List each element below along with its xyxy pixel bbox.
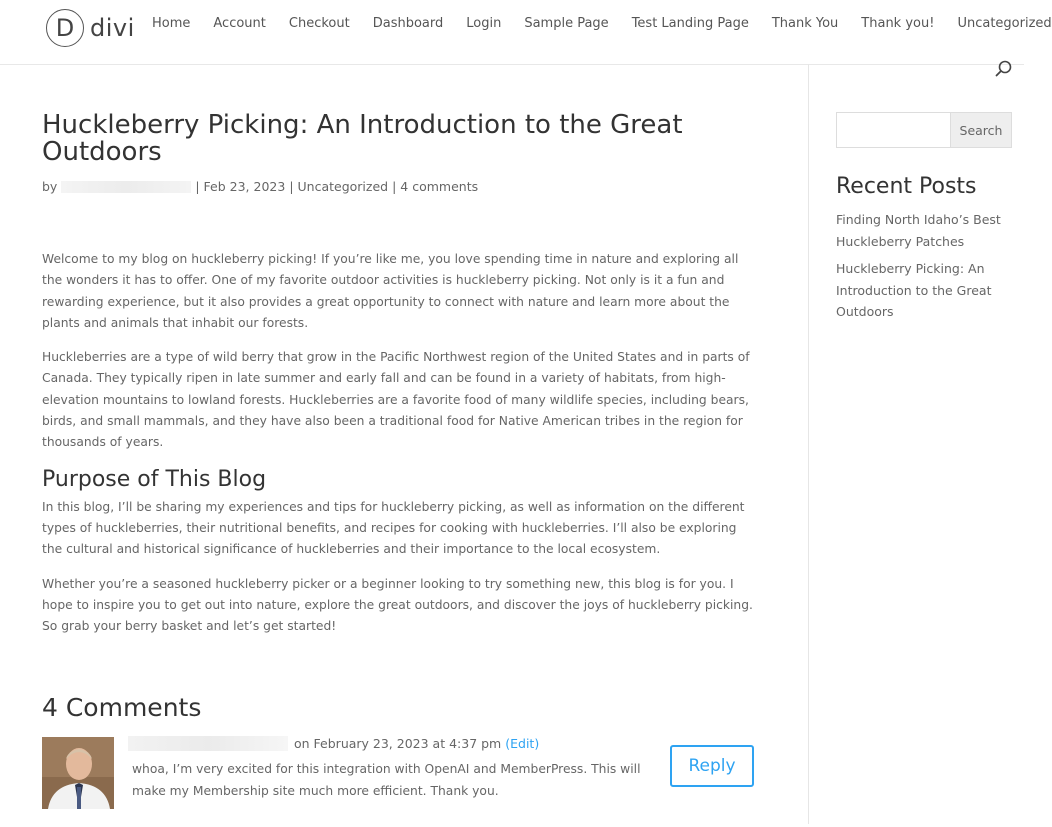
meta-by: by (42, 179, 58, 194)
recent-post-link[interactable]: Finding North Idaho’s Best Huckleberry Patches (836, 212, 1001, 249)
avatar (42, 737, 114, 809)
post-paragraph: Whether you’re a seasoned huckleberry picker or a beginner looking to try something new, this blog is for you. I hope to inspire you to get out into nature, explore the great outdoors, and discover the joys of huckleberry picking. So grab your berry basket and let’s get started! (42, 576, 753, 634)
recent-post-link[interactable]: Huckleberry Picking: An Introduction to the Great Outdoors (836, 261, 992, 319)
post-content (42, 249, 758, 637)
post-paragraph: Welcome to my blog on huckleberry picking! If you’re like me, you love spending time in nature and exploring all the wonders it has to offer. One of my favorite outdoor activities is huckleberry picking. Not only is it a fun and rewarding experience, but it also provides a great opportunity to connect with nature and learn more about the plants and animals that inhabit our forests. (42, 252, 739, 330)
nav-login[interactable]: Login (466, 16, 502, 31)
comment-text: whoa, I’m very excited for this integration with OpenAI and MemberPress. This will make my Membership site much more efficient. Thank you. (132, 762, 641, 798)
meta-sep: | (289, 179, 294, 194)
site-logo[interactable] (46, 8, 135, 48)
logo-text: divi (90, 14, 135, 42)
recent-posts-title: Recent Posts (836, 174, 977, 199)
search-icon[interactable] (995, 60, 1013, 78)
meta-sep: | (195, 179, 200, 194)
post-paragraph: In this blog, I’ll be sharing my experiences and tips for huckleberry picking, as well as information on the different types of huckleberries, their nutritional benefits, and recipes for cooking with huckleberries. I’ll also be exploring the cultural and historical significance of huckleberries and their importance to the local ecosystem. (42, 499, 745, 557)
site-header (0, 0, 1052, 65)
post-subheading: Purpose of This Blog (42, 466, 267, 492)
comment-meta (128, 736, 539, 751)
sidebar-search (836, 112, 1012, 148)
nav-thank-you[interactable]: Thank You (771, 16, 839, 31)
author-redacted (61, 181, 191, 193)
post-date: Feb 23, 2023 (203, 179, 286, 194)
commenter-redacted (128, 736, 288, 751)
nav-test-landing-page[interactable]: Test Landing Page (631, 16, 749, 31)
nav-checkout[interactable]: Checkout (288, 16, 350, 31)
sidebar (836, 112, 1012, 329)
reply-button[interactable]: Reply (670, 745, 754, 787)
post-paragraph: Huckleberries are a type of wild berry that grow in the Pacific Northwest region of the United States and in parts of Canada. They typically ripen in late summer and early fall and can be found in a variety of habitats, from high-elevation mountains to lowland forests. Huckleberries are a favorite food of many wildlife species, including bears, birds, and small mammals, and they have also been a traditional food for Native American tribes in the region for thousands of years. (42, 350, 750, 450)
nav-dashboard[interactable]: Dashboard (372, 16, 444, 31)
post-category-link[interactable]: Uncategorized (297, 179, 389, 194)
nav-account[interactable]: Account (213, 16, 266, 31)
nav-home[interactable]: Home (152, 16, 191, 31)
nav-thank-you-2[interactable]: Thank you! (861, 16, 935, 31)
search-button[interactable]: Search (950, 112, 1012, 148)
search-input[interactable] (836, 112, 950, 148)
nav-sample-page[interactable]: Sample Page (524, 16, 609, 31)
post-title: Huckleberry Picking: An Introduction to the Great Outdoors (42, 110, 683, 167)
comment-date: on February 23, 2023 at 4:37 pm (294, 736, 502, 752)
sidebar-divider (808, 64, 809, 824)
comment-edit-link[interactable]: (Edit) (505, 736, 540, 752)
logo-mark: D (46, 9, 84, 47)
meta-sep: | (392, 179, 397, 194)
post-comments-link[interactable]: 4 comments (400, 179, 479, 194)
main-nav (152, 16, 1052, 31)
nav-uncategorized[interactable]: Uncategorized (957, 16, 1052, 31)
post-meta (42, 179, 758, 194)
post-article (42, 112, 758, 827)
comments-title: 4 Comments (42, 693, 202, 723)
comment-item (42, 737, 758, 827)
